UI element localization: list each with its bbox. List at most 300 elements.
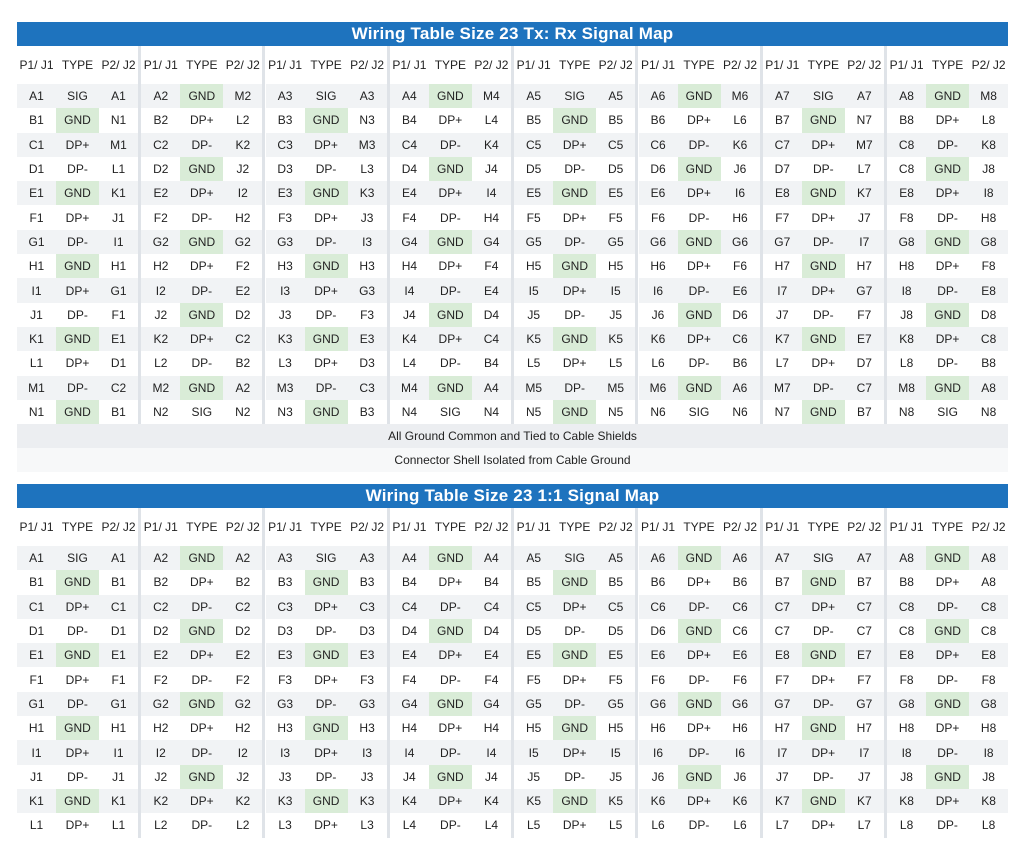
type-cell: GND — [678, 619, 721, 643]
p2-j2-cell: A2 — [223, 376, 262, 400]
table-row — [514, 254, 635, 278]
p2-j2-cell: A7 — [845, 84, 884, 108]
header-p2-j2: P2/ J2 — [847, 519, 882, 534]
header-row — [141, 46, 262, 84]
type-cell: GND — [429, 619, 472, 643]
type-cell: GND — [802, 400, 845, 424]
p1-j1-cell: G5 — [514, 692, 553, 716]
table-row — [514, 205, 635, 229]
table-row — [390, 546, 511, 570]
table-row — [17, 376, 138, 400]
one-to-one-section — [17, 484, 1008, 838]
type-cell: DP+ — [553, 133, 596, 157]
p2-j2-cell: L8 — [969, 813, 1008, 837]
p1-j1-cell: I1 — [17, 740, 56, 764]
type-cell: GND — [180, 376, 223, 400]
table-row — [17, 254, 138, 278]
type-cell: DP- — [180, 205, 223, 229]
p1-j1-cell: C4 — [390, 595, 429, 619]
type-cell: DP+ — [553, 667, 596, 691]
p1-j1-cell: B2 — [141, 108, 180, 132]
p1-j1-cell: L4 — [390, 813, 429, 837]
p2-j2-cell: B4 — [472, 570, 511, 594]
type-cell: DP- — [802, 376, 845, 400]
p2-j2-cell: B5 — [596, 570, 635, 594]
type-cell: DP+ — [429, 716, 472, 740]
header-type: TYPE — [559, 57, 591, 72]
p2-j2-cell: C8 — [969, 595, 1008, 619]
header-p2-j2: P2/ J2 — [598, 57, 633, 72]
p1-j1-cell: E1 — [17, 643, 56, 667]
p1-j1-cell: J1 — [17, 303, 56, 327]
type-cell: DP+ — [305, 813, 348, 837]
table-row — [887, 278, 1008, 302]
p1-j1-cell: J7 — [763, 765, 802, 789]
p1-j1-cell: D1 — [17, 619, 56, 643]
p2-j2-cell: H8 — [969, 716, 1008, 740]
table-row — [639, 327, 760, 351]
p2-j2-cell: C7 — [845, 376, 884, 400]
type-cell: DP+ — [926, 181, 969, 205]
type-cell: DP- — [926, 133, 969, 157]
p1-j1-cell: I4 — [390, 740, 429, 764]
table-row — [141, 765, 262, 789]
p1-j1-cell: N5 — [514, 400, 553, 424]
p1-j1-cell: E4 — [390, 643, 429, 667]
table-row — [514, 303, 635, 327]
type-cell: DP+ — [678, 108, 721, 132]
table-row — [887, 108, 1008, 132]
p2-j2-cell: G3 — [348, 692, 387, 716]
table-row — [514, 546, 635, 570]
type-cell: DP+ — [802, 813, 845, 837]
p2-j2-cell: B8 — [969, 351, 1008, 375]
table-row — [390, 813, 511, 837]
header-row — [514, 46, 635, 84]
p2-j2-cell: K1 — [99, 181, 138, 205]
p1-j1-cell: E6 — [639, 643, 678, 667]
table-row — [266, 133, 387, 157]
table-row — [266, 181, 387, 205]
p1-j1-cell: E6 — [639, 181, 678, 205]
pin-table — [639, 508, 760, 838]
tx-rx-section — [17, 22, 1008, 472]
pin-table — [390, 508, 511, 838]
p1-j1-cell: K1 — [17, 789, 56, 813]
p2-j2-cell: A3 — [348, 84, 387, 108]
type-cell: SIG — [180, 400, 223, 424]
table-row — [390, 278, 511, 302]
p1-j1-cell: F4 — [390, 667, 429, 691]
p2-j2-cell: L1 — [99, 813, 138, 837]
p2-j2-cell: C6 — [721, 595, 760, 619]
type-cell: GND — [429, 303, 472, 327]
p2-j2-cell: L1 — [99, 157, 138, 181]
p2-j2-cell: E4 — [472, 278, 511, 302]
p2-j2-cell: K4 — [472, 789, 511, 813]
p2-j2-cell: H1 — [99, 716, 138, 740]
p2-j2-cell: D4 — [472, 619, 511, 643]
p2-j2-cell: J5 — [596, 765, 635, 789]
p2-j2-cell: C3 — [348, 376, 387, 400]
tx-rx-title: Wiring Table Size 23 Tx: Rx Signal Map — [17, 22, 1008, 46]
header-p1-j1: P1/ J1 — [268, 519, 303, 534]
header-row — [639, 46, 760, 84]
table-row — [390, 376, 511, 400]
p1-j1-cell: F2 — [141, 205, 180, 229]
p1-j1-cell: G3 — [266, 692, 305, 716]
table-row — [17, 303, 138, 327]
p2-j2-cell: L8 — [969, 108, 1008, 132]
table-row — [266, 643, 387, 667]
header-row — [887, 508, 1008, 546]
p1-j1-cell: C5 — [514, 133, 553, 157]
table-row — [17, 716, 138, 740]
type-cell: DP+ — [305, 278, 348, 302]
pin-table — [390, 46, 511, 424]
p2-j2-cell: H5 — [596, 254, 635, 278]
header-p2-j2: P2/ J2 — [722, 519, 758, 534]
table-row — [141, 133, 262, 157]
p2-j2-cell: D3 — [348, 619, 387, 643]
type-cell: GND — [926, 619, 969, 643]
header-type: TYPE — [931, 519, 964, 534]
type-cell: DP- — [429, 278, 472, 302]
p1-j1-cell: B7 — [763, 570, 802, 594]
type-cell: DP+ — [180, 108, 223, 132]
p2-j2-cell: L4 — [472, 813, 511, 837]
p2-j2-cell: K2 — [223, 789, 262, 813]
p1-j1-cell: C7 — [763, 619, 802, 643]
header-type: TYPE — [186, 519, 218, 534]
type-cell: DP+ — [429, 570, 472, 594]
type-cell: GND — [180, 546, 223, 570]
table-row — [17, 692, 138, 716]
tx-rx-blocks — [17, 46, 1008, 424]
p2-j2-cell: M5 — [596, 376, 635, 400]
p1-j1-cell: L1 — [17, 351, 56, 375]
p1-j1-cell: A2 — [141, 84, 180, 108]
p2-j2-cell: A2 — [223, 546, 262, 570]
header-p1-j1: P1/ J1 — [889, 519, 924, 534]
p2-j2-cell: F3 — [348, 303, 387, 327]
header-p2-j2: P2/ J2 — [101, 519, 136, 534]
type-cell: DP+ — [802, 205, 845, 229]
pin-block — [639, 46, 760, 424]
type-cell: DP+ — [678, 327, 721, 351]
header-type: TYPE — [61, 519, 94, 534]
p2-j2-cell: D6 — [721, 303, 760, 327]
header-p1-j1: P1/ J1 — [765, 57, 800, 72]
p1-j1-cell: M3 — [266, 376, 305, 400]
p2-j2-cell: J8 — [969, 765, 1008, 789]
p1-j1-cell: H5 — [514, 254, 553, 278]
type-cell: DP+ — [926, 716, 969, 740]
type-cell: GND — [553, 643, 596, 667]
type-cell: DP- — [429, 351, 472, 375]
type-cell: GND — [678, 692, 721, 716]
p1-j1-cell: G7 — [763, 230, 802, 254]
table-row — [17, 230, 138, 254]
type-cell: DP+ — [926, 789, 969, 813]
p1-j1-cell: D3 — [266, 619, 305, 643]
table-row — [763, 765, 884, 789]
header-p2-j2: P2/ J2 — [474, 519, 509, 534]
p2-j2-cell: B6 — [721, 351, 760, 375]
p1-j1-cell: M6 — [639, 376, 678, 400]
type-cell: DP+ — [802, 740, 845, 764]
type-cell: DP+ — [56, 740, 99, 764]
table-row — [17, 667, 138, 691]
header-p2-j2: P2/ J2 — [101, 57, 136, 72]
type-cell: GND — [678, 546, 721, 570]
type-cell: DP- — [180, 595, 223, 619]
type-cell: DP+ — [926, 327, 969, 351]
p2-j2-cell: D5 — [596, 157, 635, 181]
pin-table — [141, 46, 262, 424]
p2-j2-cell: K5 — [596, 327, 635, 351]
type-cell: DP+ — [429, 108, 472, 132]
type-cell: DP- — [802, 692, 845, 716]
p2-j2-cell: I1 — [99, 230, 138, 254]
p1-j1-cell: D2 — [141, 619, 180, 643]
table-row — [763, 303, 884, 327]
type-cell: DP- — [180, 667, 223, 691]
type-cell: GND — [926, 84, 969, 108]
type-cell: GND — [926, 376, 969, 400]
p1-j1-cell: K1 — [17, 327, 56, 351]
p1-j1-cell: A8 — [887, 546, 926, 570]
pin-table — [763, 508, 884, 838]
header-p1-j1: P1/ J1 — [516, 519, 551, 534]
p2-j2-cell: H2 — [223, 205, 262, 229]
table-row — [266, 278, 387, 302]
p1-j1-cell: E3 — [266, 181, 305, 205]
p2-j2-cell: G6 — [721, 692, 760, 716]
type-cell: DP- — [678, 595, 721, 619]
type-cell: DP- — [802, 765, 845, 789]
p2-j2-cell: A8 — [969, 570, 1008, 594]
type-cell: DP+ — [678, 570, 721, 594]
p1-j1-cell: N2 — [141, 400, 180, 424]
table-row — [266, 765, 387, 789]
p2-j2-cell: H1 — [99, 254, 138, 278]
type-cell: GND — [429, 230, 472, 254]
type-cell: GND — [429, 376, 472, 400]
pin-block — [266, 508, 387, 838]
table-row — [887, 351, 1008, 375]
p1-j1-cell: B7 — [763, 108, 802, 132]
type-cell: GND — [802, 643, 845, 667]
p2-j2-cell: G2 — [223, 230, 262, 254]
p2-j2-cell: J7 — [845, 765, 884, 789]
table-row — [17, 765, 138, 789]
p1-j1-cell: E5 — [514, 643, 553, 667]
type-cell: DP- — [678, 133, 721, 157]
p1-j1-cell: J4 — [390, 765, 429, 789]
type-cell: DP+ — [678, 643, 721, 667]
p1-j1-cell: B2 — [141, 570, 180, 594]
p1-j1-cell: J6 — [639, 765, 678, 789]
table-row — [141, 376, 262, 400]
p1-j1-cell: F3 — [266, 205, 305, 229]
table-row — [266, 157, 387, 181]
p2-j2-cell: G7 — [845, 692, 884, 716]
p2-j2-cell: G8 — [969, 230, 1008, 254]
table-row — [887, 692, 1008, 716]
p2-j2-cell: C1 — [99, 595, 138, 619]
p1-j1-cell: E8 — [763, 643, 802, 667]
type-cell: DP- — [305, 376, 348, 400]
type-cell: GND — [553, 716, 596, 740]
p1-j1-cell: H3 — [266, 254, 305, 278]
table-row — [514, 813, 635, 837]
table-row — [887, 570, 1008, 594]
table-row — [390, 765, 511, 789]
p2-j2-cell: D2 — [223, 303, 262, 327]
p1-j1-cell: G6 — [639, 692, 678, 716]
header-type: TYPE — [186, 57, 218, 72]
p1-j1-cell: F7 — [763, 667, 802, 691]
p2-j2-cell: N5 — [596, 400, 635, 424]
p2-j2-cell: F7 — [845, 303, 884, 327]
p1-j1-cell: N1 — [17, 400, 56, 424]
table-row — [266, 230, 387, 254]
table-row — [763, 619, 884, 643]
p2-j2-cell: I4 — [472, 181, 511, 205]
p2-j2-cell: B7 — [845, 570, 884, 594]
p1-j1-cell: F2 — [141, 667, 180, 691]
table-row — [639, 181, 760, 205]
table-row — [514, 376, 635, 400]
header-type: TYPE — [931, 57, 964, 72]
type-cell: DP- — [802, 157, 845, 181]
p2-j2-cell: N3 — [348, 108, 387, 132]
table-row — [17, 205, 138, 229]
header-row — [639, 508, 760, 546]
table-row — [141, 789, 262, 813]
table-row — [514, 181, 635, 205]
type-cell: GND — [926, 692, 969, 716]
table-row — [141, 716, 262, 740]
table-row — [514, 765, 635, 789]
p2-j2-cell: H3 — [348, 716, 387, 740]
type-cell: DP+ — [305, 133, 348, 157]
p2-j2-cell: H2 — [223, 716, 262, 740]
p1-j1-cell: G2 — [141, 692, 180, 716]
table-row — [639, 133, 760, 157]
type-cell: GND — [678, 84, 721, 108]
type-cell: DP- — [553, 157, 596, 181]
p2-j2-cell: N2 — [223, 400, 262, 424]
p2-j2-cell: F4 — [472, 667, 511, 691]
table-row — [887, 813, 1008, 837]
p1-j1-cell: N4 — [390, 400, 429, 424]
header-type: TYPE — [559, 519, 591, 534]
p2-j2-cell: N7 — [845, 108, 884, 132]
p2-j2-cell: C5 — [596, 133, 635, 157]
header-p2-j2: P2/ J2 — [847, 57, 882, 72]
p2-j2-cell: G3 — [348, 278, 387, 302]
type-cell: DP+ — [553, 740, 596, 764]
type-cell: GND — [553, 327, 596, 351]
pin-block — [390, 46, 511, 424]
p1-j1-cell: E2 — [141, 643, 180, 667]
type-cell: DP+ — [802, 278, 845, 302]
table-row — [639, 546, 760, 570]
type-cell: GND — [429, 84, 472, 108]
type-cell: DP+ — [56, 813, 99, 837]
p1-j1-cell: C2 — [141, 133, 180, 157]
ground-note: All Ground Common and Tied to Cable Shields — [17, 424, 1008, 448]
type-cell: GND — [553, 254, 596, 278]
p1-j1-cell: B8 — [887, 108, 926, 132]
table-row — [514, 278, 635, 302]
p1-j1-cell: F1 — [17, 205, 56, 229]
type-cell: GND — [180, 157, 223, 181]
p2-j2-cell: K2 — [223, 133, 262, 157]
type-cell: DP- — [553, 376, 596, 400]
table-row — [141, 400, 262, 424]
table-row — [639, 278, 760, 302]
p1-j1-cell: A7 — [763, 84, 802, 108]
p2-j2-cell: I1 — [99, 740, 138, 764]
table-row — [17, 181, 138, 205]
type-cell: DP+ — [56, 133, 99, 157]
table-row — [390, 351, 511, 375]
table-row — [390, 692, 511, 716]
type-cell: GND — [305, 254, 348, 278]
p2-j2-cell: J6 — [721, 157, 760, 181]
p2-j2-cell: J8 — [969, 157, 1008, 181]
p1-j1-cell: C2 — [141, 595, 180, 619]
table-row — [887, 400, 1008, 424]
table-row — [266, 376, 387, 400]
p1-j1-cell: F6 — [639, 667, 678, 691]
p1-j1-cell: K4 — [390, 327, 429, 351]
p1-j1-cell: B6 — [639, 570, 678, 594]
p2-j2-cell: B1 — [99, 570, 138, 594]
p1-j1-cell: A5 — [514, 546, 553, 570]
p2-j2-cell: K6 — [721, 789, 760, 813]
p1-j1-cell: B5 — [514, 108, 553, 132]
type-cell: DP+ — [553, 595, 596, 619]
p1-j1-cell: H5 — [514, 716, 553, 740]
table-row — [141, 327, 262, 351]
p2-j2-cell: I2 — [223, 181, 262, 205]
p1-j1-cell: C6 — [639, 595, 678, 619]
p1-j1-cell: C6 — [639, 133, 678, 157]
p1-j1-cell: F5 — [514, 205, 553, 229]
p2-j2-cell: D8 — [969, 303, 1008, 327]
pin-block — [887, 46, 1008, 424]
table-row — [141, 643, 262, 667]
p2-j2-cell: H6 — [721, 716, 760, 740]
p2-j2-cell: J2 — [223, 765, 262, 789]
table-row — [887, 619, 1008, 643]
table-row — [141, 108, 262, 132]
p1-j1-cell: I8 — [887, 278, 926, 302]
table-row — [639, 813, 760, 837]
type-cell: DP- — [56, 230, 99, 254]
p2-j2-cell: G7 — [845, 278, 884, 302]
p1-j1-cell: B3 — [266, 108, 305, 132]
type-cell: DP+ — [305, 667, 348, 691]
pin-table — [17, 508, 138, 838]
p2-j2-cell: F7 — [845, 667, 884, 691]
type-cell: DP+ — [429, 254, 472, 278]
p1-j1-cell: B4 — [390, 108, 429, 132]
